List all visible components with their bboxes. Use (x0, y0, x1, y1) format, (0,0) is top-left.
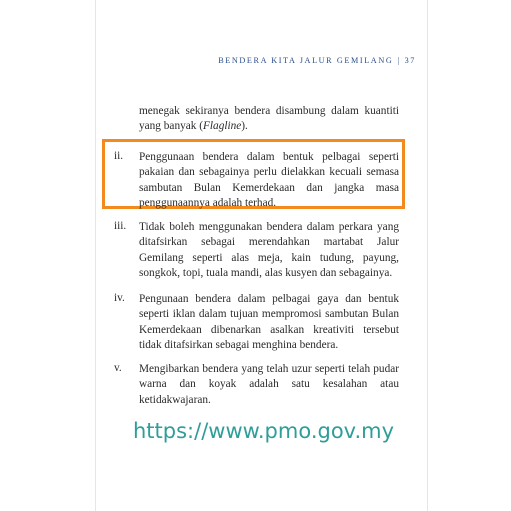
item-numeral-iii: iii. (114, 220, 127, 232)
url-watermark: https://www.pmo.gov.my (133, 419, 395, 443)
intro-text-after: ). (241, 120, 248, 133)
item-text-iii: Tidak boleh menggunakan bendera dalam perkara yang ditafsirkan sebagai merendahkan martabat Jalur Gemilang seperti alas meja, kain tudung, payung, songkok, topi, tuala mandi, alas kusyen dan sebagainya. (139, 221, 399, 280)
item-numeral-v: v. (114, 362, 122, 374)
intro-paragraph (139, 104, 399, 135)
intro-italic: Flagline (203, 120, 242, 133)
header-separator: | (397, 56, 401, 65)
item-text-v: Mengibarkan bendera yang telah uzur seperti telah pudar warna dan koyak adalah satu kesalahan atau ketidakwajaran. (139, 363, 399, 406)
page-number: 37 (404, 56, 416, 65)
item-numeral-iv: iv. (114, 292, 125, 304)
item-text-iv: Pengunaan bendera dalam pelbagai gaya dan bentuk seperti iklan dalam tujuan mempromosi sambutan Bulan Kemerdekaan dibenarkan asalkan kreativiti tersebut tidak ditafsirkan sebagai menghina bendera. (139, 293, 399, 352)
running-header (218, 56, 416, 65)
item-text-ii: Penggunaan bendera dalam bentuk pelbagai seperti pakaian dan sebagainya perlu dielakkan kecuali semasa sambutan Bulan Kemerdekaan dan jangka masa penggunaannya adalah terhad. (139, 151, 399, 210)
item-numeral-ii: ii. (114, 150, 124, 162)
header-title: BENDERA KITA JALUR GEMILANG (218, 56, 394, 65)
intro-text-before: menegak sekiranya bendera disambung dalam kuantiti yang banyak ( (139, 105, 399, 133)
